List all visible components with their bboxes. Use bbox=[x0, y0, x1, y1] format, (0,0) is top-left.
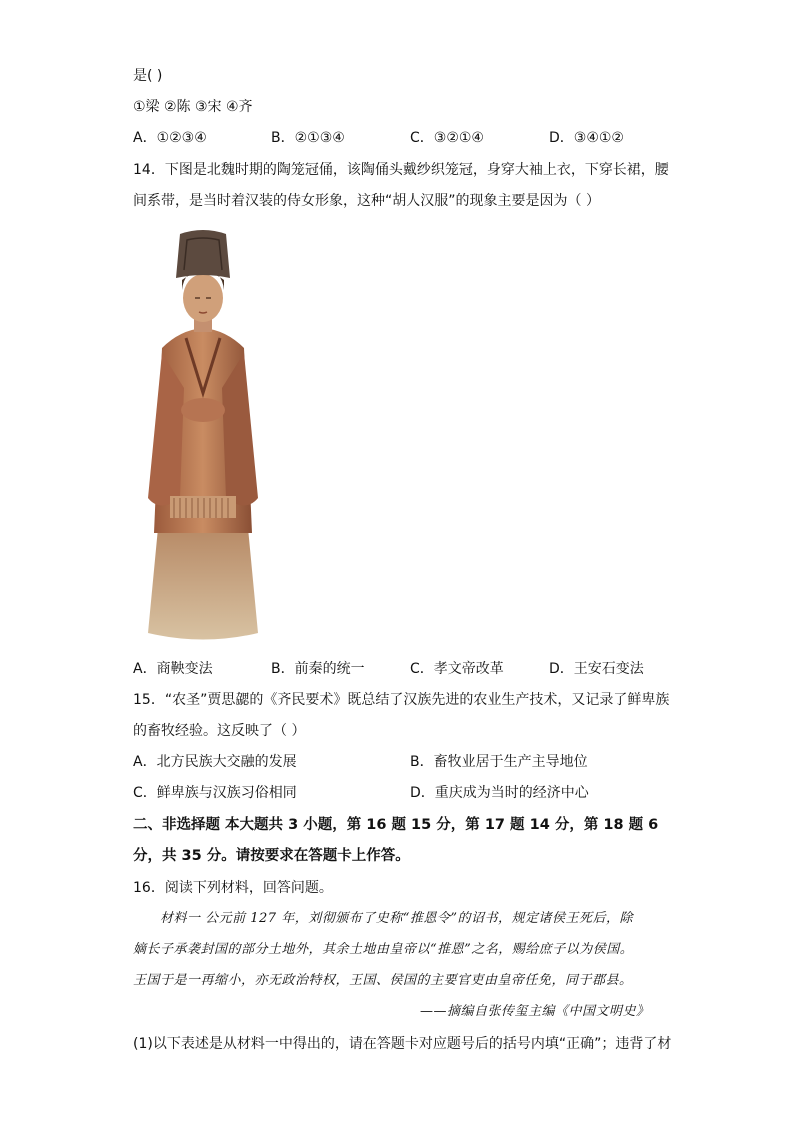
q15-stem-line2: 的畜牧经验。这反映了（ ） bbox=[133, 723, 306, 739]
q15-option-a: A．北方民族大交融的发展 bbox=[133, 754, 297, 770]
q16-material-line2: 嫡长子承袭封国的部分土地外，其余土地由皇帝以“推恩”之名，赐给庶子以为侯国。 bbox=[133, 942, 634, 957]
section2-heading-line1: 二、非选择题 本大题共 3 小题，第 16 题 15 分，第 17 题 14 分，第 18 题 6 bbox=[133, 817, 659, 833]
q13-stem-end: 是( ) bbox=[133, 68, 163, 84]
q14-option-b: B．前秦的统一 bbox=[271, 661, 365, 677]
q13-option-b: B．②①③④ bbox=[271, 130, 345, 146]
section2-heading-line2: 分，共 35 分。请按要求在答题卡上作答。 bbox=[133, 848, 410, 864]
pottery-figurine-icon bbox=[140, 228, 266, 646]
q14-stem-line1: 14．下图是北魏时期的陶笼冠俑，该陶俑头戴纱织笼冠，身穿大袖上衣，下穿长裙，腰 bbox=[133, 162, 669, 178]
q15-option-d: D．重庆成为当时的经济中心 bbox=[410, 785, 589, 801]
q16-material-line3: 王国于是一再缩小，亦无政治特权，王国、侯国的主要官吏由皇帝任免，同于郡县。 bbox=[133, 973, 633, 988]
q15-option-b: B．畜牧业居于生产主导地位 bbox=[410, 754, 588, 770]
q13-option-a: A．①②③④ bbox=[133, 130, 207, 146]
q14-option-d: D．王安石变法 bbox=[549, 661, 644, 677]
q15-stem-line1: 15．“农圣”贾思勰的《齐民要术》既总结了汉族先进的农业生产技术，又记录了鲜卑族 bbox=[133, 692, 670, 708]
q14-stem-line2: 间系带，是当时着汉装的侍女形象，这种“胡人汉服”的现象主要是因为（ ） bbox=[133, 193, 600, 209]
q13-option-d: D．③④①② bbox=[549, 130, 624, 146]
q16-stem: 16．阅读下列材料，回答问题。 bbox=[133, 880, 333, 896]
q14-option-a: A．商鞅变法 bbox=[133, 661, 213, 677]
q14-option-c: C．孝文帝改革 bbox=[410, 661, 504, 677]
q16-subquestion-1: (1)以下表述是从材料一中得出的，请在答题卡对应题号后的括号内填“正确”；违背了材 bbox=[133, 1036, 672, 1052]
q15-option-c: C．鲜卑族与汉族习俗相同 bbox=[133, 785, 297, 801]
q16-material-line1: 材料一 公元前 127 年，刘彻颁布了史称“推恩令”的诏书，规定诸侯王死后，除 bbox=[160, 911, 634, 926]
q16-source: ——摘编自张传玺主编《中国文明史》 bbox=[420, 1004, 650, 1019]
q13-option-c: C．③②①④ bbox=[410, 130, 484, 146]
q13-items: ①梁 ②陈 ③宋 ④齐 bbox=[133, 99, 253, 115]
